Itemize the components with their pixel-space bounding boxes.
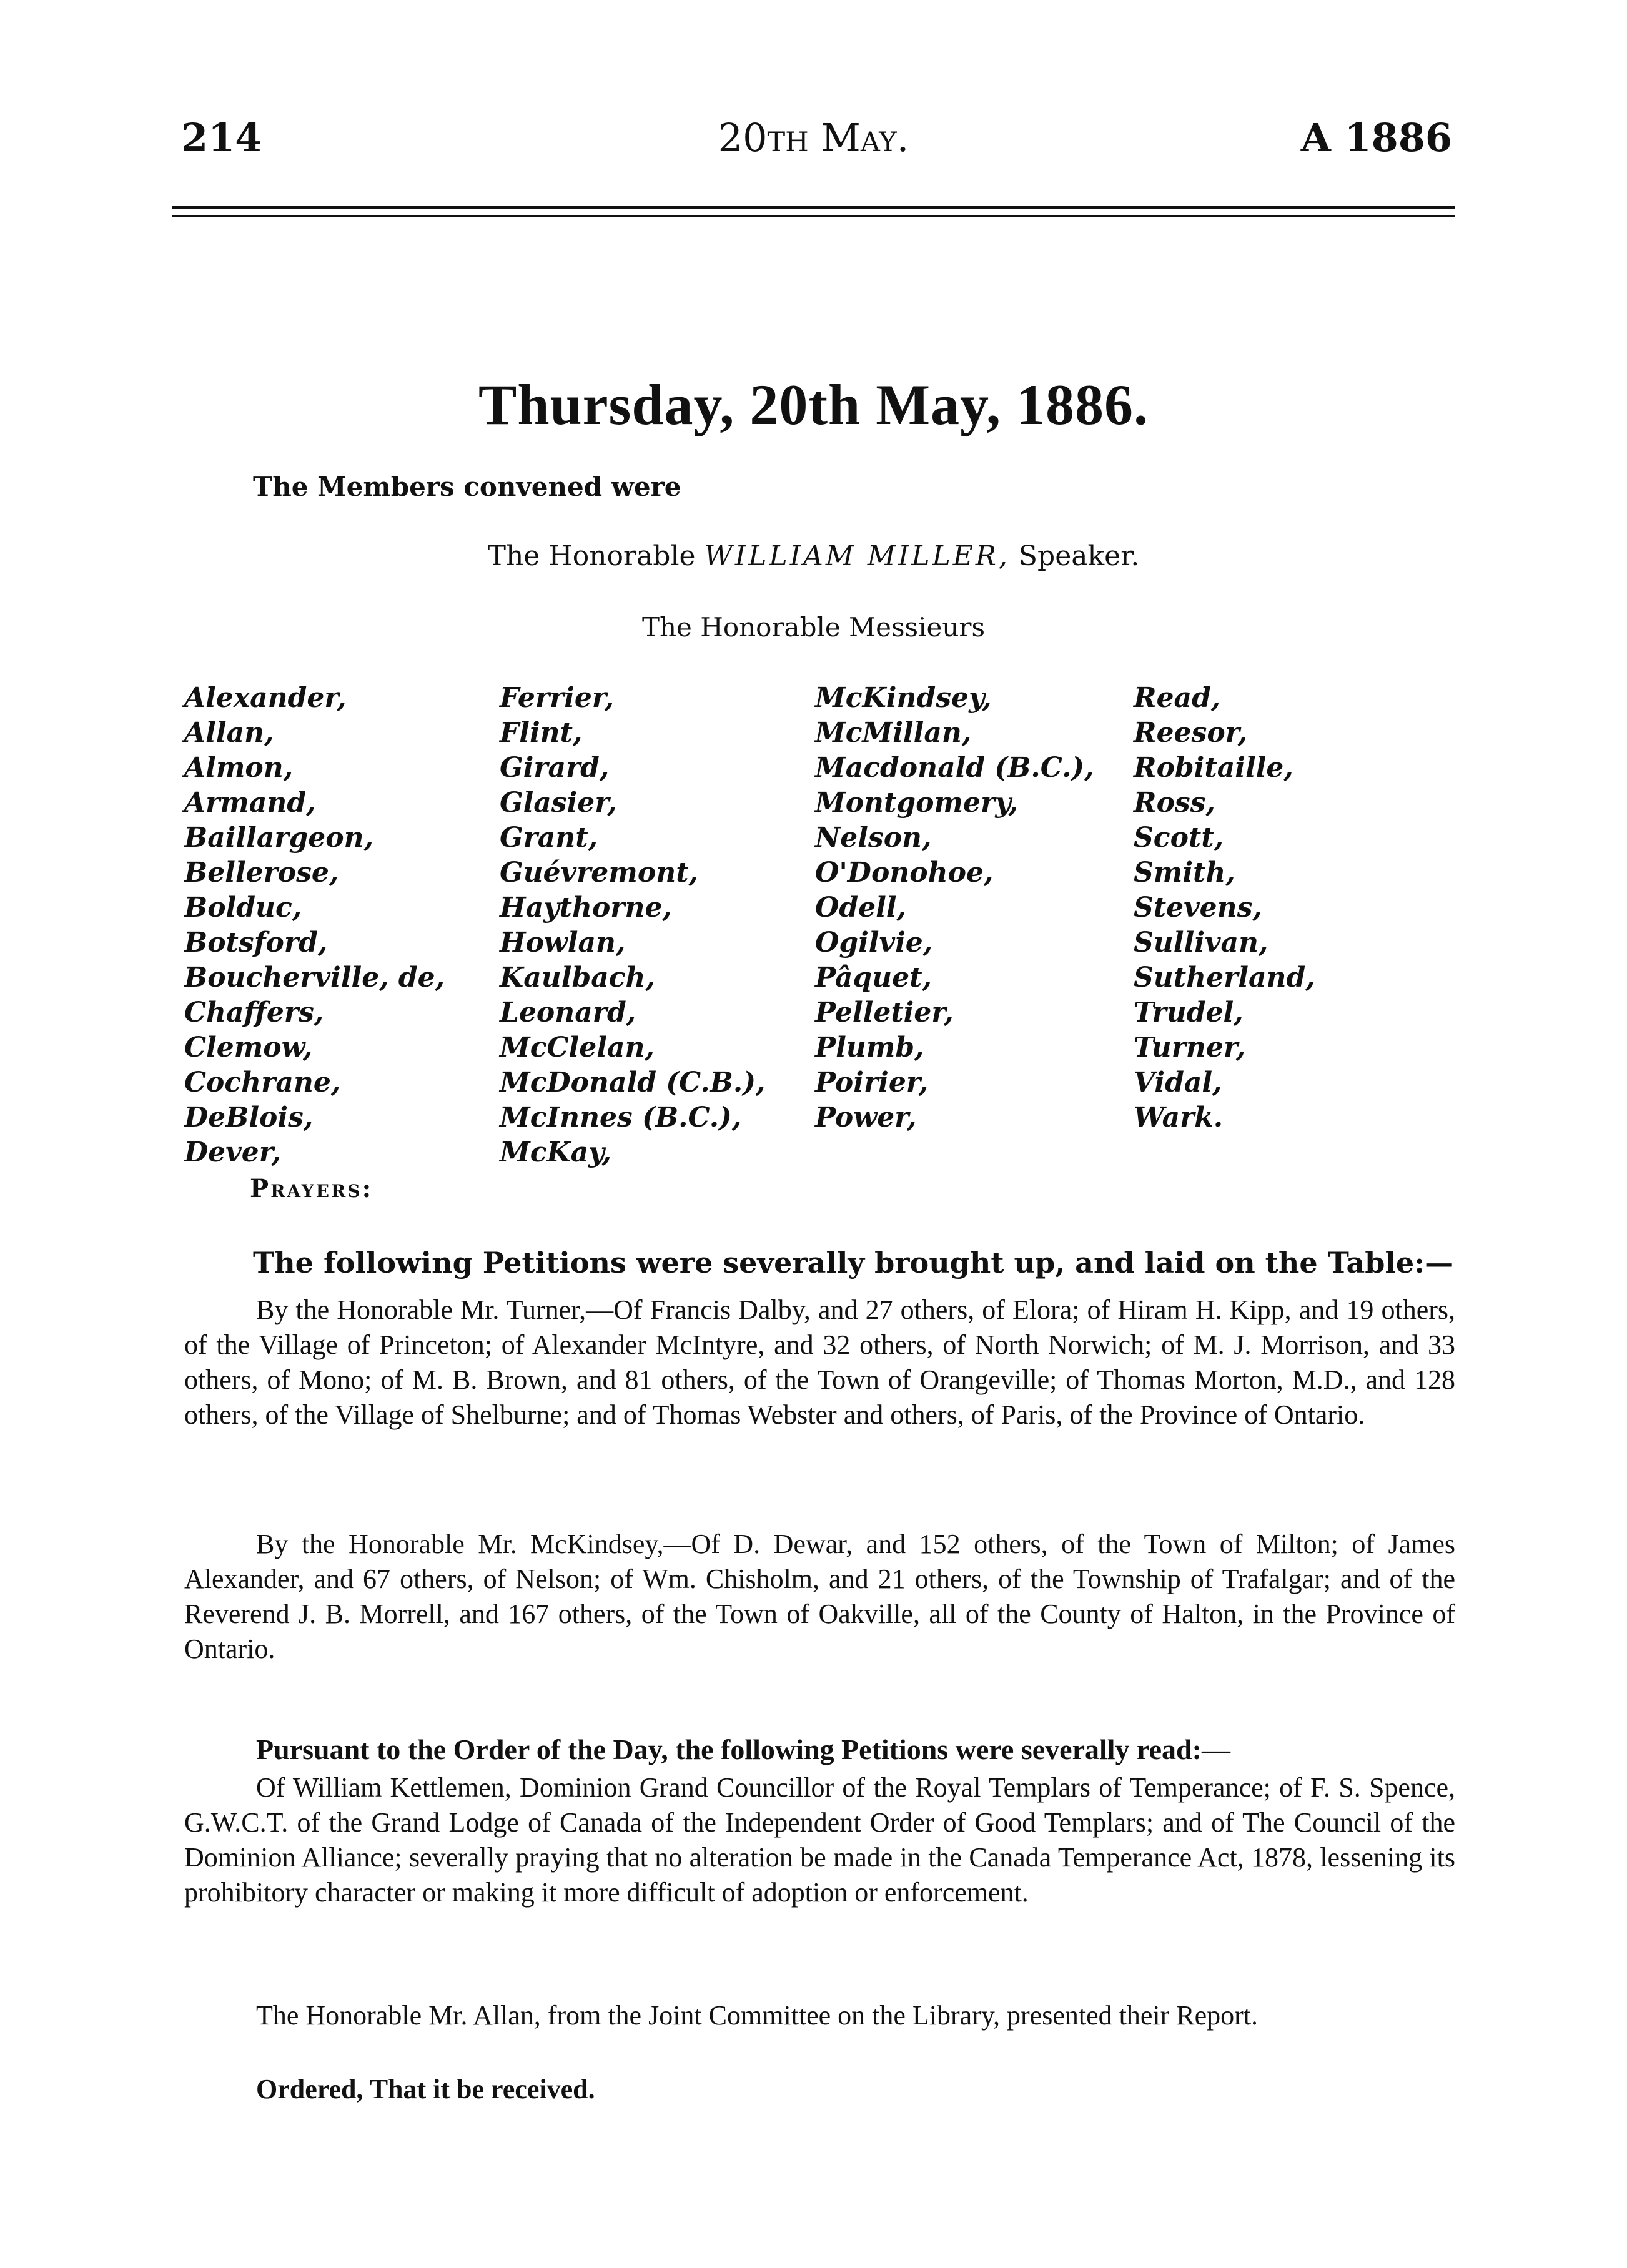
member-name: Leonard, bbox=[500, 997, 636, 1028]
member-name: Plumb, bbox=[815, 1032, 924, 1063]
member-name: Almon, bbox=[184, 752, 294, 784]
member-column-2 bbox=[500, 681, 765, 1170]
member-column-4 bbox=[1134, 681, 1315, 1135]
member-name: Pelletier, bbox=[815, 997, 954, 1028]
member-name: Wark. bbox=[1134, 1102, 1224, 1133]
header-rule-double bbox=[172, 215, 1455, 217]
member-name: Clemow, bbox=[184, 1032, 313, 1063]
member-name: Trudel, bbox=[1134, 997, 1244, 1028]
member-name: McInnes (B.C.), bbox=[500, 1102, 742, 1133]
speaker-suffix: Speaker. bbox=[1018, 540, 1140, 572]
member-name: Botsford, bbox=[184, 927, 328, 959]
member-name: Chaffers, bbox=[184, 997, 324, 1028]
speaker-line bbox=[0, 540, 1627, 572]
page-title: Thursday, 20th May, 1886. bbox=[478, 373, 1149, 436]
member-name: DeBlois, bbox=[184, 1102, 314, 1133]
petition-mckindsey: By the Honorable Mr. McKindsey,—Of D. Dewar, and 152 others, of the Town of Milton; of James Alexander, and 67 others, of Nelson; of Wm. Chisholm, and 21 others, of the Township of Trafalgar; and of the Reverend J. B. Morrell, and 167 others, of the Town of Oakville, all of the County of Halton, in the Province of Ontario. bbox=[184, 1529, 1455, 1664]
petition-turner: By the Honorable Mr. Turner,—Of Francis Dalby, and 27 others, of Elora; of Hiram H. Kipp, and 19 others, of the Village of Princeton; of Alexander McIntyre, and 32 others, of North Norwich; of M. J. Morrison, and 33 others, of Mono; of M. B. Brown, and 81 others, of the Town of Orangeville; of Thomas Morton, M.D., and 128 others, of the Village of Shelburne; and of Thomas Webster and others, of Paris, of the Province of Ontario. bbox=[184, 1294, 1455, 1430]
member-name: Smith, bbox=[1134, 857, 1235, 889]
member-name: Odell, bbox=[815, 892, 906, 924]
member-name: Baillargeon, bbox=[184, 822, 373, 854]
member-name: McMillan, bbox=[815, 717, 972, 749]
member-name: McKindsey, bbox=[815, 682, 992, 714]
member-name: Alexander, bbox=[184, 682, 347, 714]
member-name: Flint, bbox=[500, 717, 583, 749]
ordered-received: Ordered, That it be received. bbox=[256, 2074, 595, 2104]
member-name: Read, bbox=[1134, 682, 1221, 714]
member-name: Reesor, bbox=[1134, 717, 1247, 749]
member-name: Boucherville, de, bbox=[184, 962, 445, 993]
member-name: Haythorne, bbox=[500, 892, 672, 924]
member-name: Robitaille, bbox=[1134, 752, 1293, 784]
library-report: The Honorable Mr. Allan, from the Joint Committee on the Library, presented their Report. bbox=[256, 2000, 1258, 2031]
member-name: Kaulbach, bbox=[500, 962, 655, 993]
member-name: O'Donohoe, bbox=[815, 857, 994, 889]
member-name: McClelan, bbox=[500, 1032, 655, 1063]
member-name: Grant, bbox=[500, 822, 598, 854]
member-name: Sullivan, bbox=[1134, 927, 1268, 959]
member-name: Dever, bbox=[184, 1136, 282, 1168]
member-name: Turner, bbox=[1134, 1032, 1246, 1063]
speaker-prefix: The Honorable bbox=[487, 540, 696, 572]
member-name: Macdonald (B.C.), bbox=[815, 752, 1094, 784]
member-name: Armand, bbox=[184, 787, 316, 819]
member-name: Stevens, bbox=[1134, 892, 1262, 924]
petitions-intro: The following Petitions were severally brought up, and laid on the Table:— bbox=[253, 1246, 1454, 1279]
member-name: Pâquet, bbox=[815, 962, 932, 993]
member-name: Scott, bbox=[1134, 822, 1224, 854]
member-name: Ross, bbox=[1134, 787, 1215, 819]
member-name: Bolduc, bbox=[184, 892, 302, 924]
member-name: McDonald (C.B.), bbox=[500, 1067, 766, 1098]
member-name: Guévremont, bbox=[500, 857, 698, 889]
page-number: 214 bbox=[181, 115, 262, 160]
convened-line: The Members convened were bbox=[253, 471, 681, 502]
member-name: Allan, bbox=[184, 717, 274, 749]
member-name: Glasier, bbox=[500, 787, 617, 819]
order-of-day-heading: Pursuant to the Order of the Day, the following Petitions were severally read:— bbox=[256, 1733, 1230, 1765]
member-name: Girard, bbox=[500, 752, 610, 784]
member-name: Ferrier, bbox=[500, 682, 615, 714]
year-marker: A 1886 bbox=[1300, 115, 1452, 160]
member-name: Nelson, bbox=[815, 822, 932, 854]
running-title: 20th May. bbox=[718, 115, 909, 160]
member-name: Bellerose, bbox=[184, 857, 339, 889]
prayers-heading: Prayers: bbox=[250, 1174, 373, 1203]
member-column-3 bbox=[815, 681, 1094, 1135]
member-name: Cochrane, bbox=[184, 1067, 341, 1098]
member-name: Montgomery, bbox=[815, 787, 1018, 819]
member-column-1 bbox=[184, 681, 445, 1170]
member-name: Power, bbox=[815, 1102, 917, 1133]
speaker-name: WILLIAM MILLER, bbox=[704, 540, 1010, 572]
member-name: Howlan, bbox=[500, 927, 626, 959]
member-name: Sutherland, bbox=[1134, 962, 1315, 993]
member-name: McKay, bbox=[500, 1136, 611, 1168]
messieurs-line: The Honorable Messieurs bbox=[641, 612, 986, 643]
member-name: Poirier, bbox=[815, 1067, 929, 1098]
header-rule bbox=[172, 206, 1455, 209]
member-name: Ogilvie, bbox=[815, 927, 933, 959]
petition-kettlemen: Of William Kettlemen, Dominion Grand Councillor of the Royal Templars of Temperance; of F. S. Spence, G.W.C.T. of the Grand Lodge of Canada of the Independent Order of Good Templars; and of The Council of the Dominion Alliance; severally praying that no alteration be made in the Canada Temperance Act, 1878, lessening its prohibitory character or making it more difficult of adoption or enforcement. bbox=[184, 1772, 1455, 1908]
member-name: Vidal, bbox=[1134, 1067, 1222, 1098]
